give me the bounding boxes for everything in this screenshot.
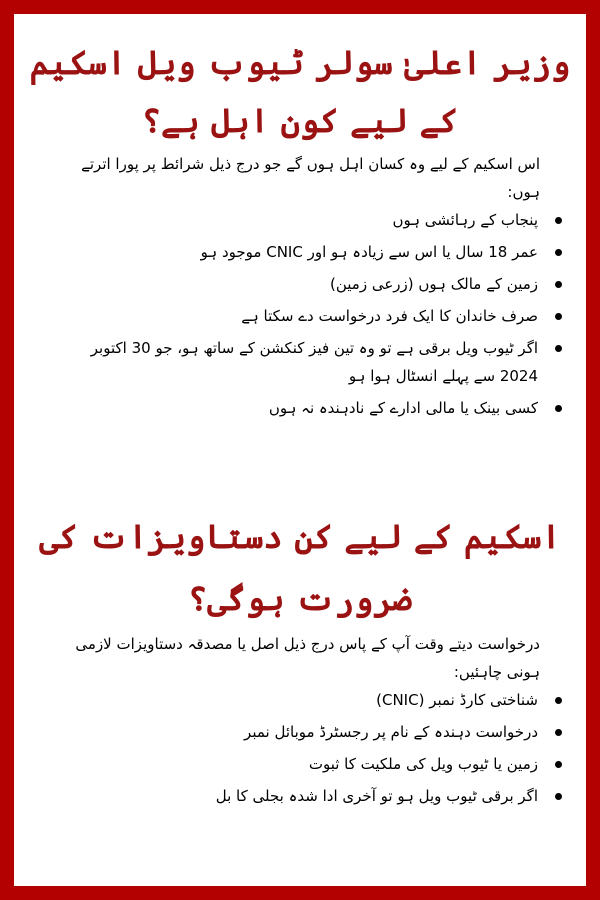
list-item [58,238,538,266]
bullet-icon [555,729,562,736]
documents-list [28,686,572,810]
eligibility-list [28,206,572,422]
list-item-text: زمین یا ٹیوب ویل کی ملکیت کا ثبوت [308,755,538,773]
list-item [58,270,538,298]
list-item-text: کسی بینک یا مالی ادارے کے نادہندہ نہ ہوں [268,399,538,417]
bullet-icon [555,405,562,412]
documents-intro: درخواست دیتے وقت آپ کے پاس درج ذیل اصل یا مصدقہ دستاویزات لازمی ہونی چاہئیں: [75,635,540,681]
documents-heading: اسکیم کے لیے کن دستاویزات کی ضرورت ہوگی؟ [39,517,561,618]
bullet-icon [555,697,562,704]
eligibility-intro: اس اسکیم کے لیے وہ کسان اہل ہوں گے جو درج ذیل شرائط پر پورا اترتے ہوں: [81,155,540,201]
list-item-text: شناختی کارڈ نمبر (CNIC) [376,691,538,709]
list-item-text: درخواست دہندہ کے نام پر رجسٹرڈ موبائل نمبر [244,723,538,741]
article-content [28,28,572,872]
list-item [58,334,538,390]
list-item-text: عمر 18 سال یا اس سے زیادہ ہو اور CNIC موجود ہو [200,243,538,261]
list-item [58,394,538,422]
list-item [58,782,538,810]
bullet-icon [555,217,562,224]
list-item-text: اگر ٹیوب ویل برقی ہے تو وہ تین فیز کنکشن کے ساتھ ہو، جو 30 اکتوبر 2024 سے پہلے انسٹال ہوا ہو [90,339,538,385]
list-item [58,686,538,714]
bullet-icon [555,761,562,768]
bullet-icon [555,281,562,288]
list-item [58,718,538,746]
documents-section [28,506,572,900]
eligibility-section [28,28,572,506]
list-item-text: زمین کے مالک ہوں (زرعی زمین) [329,275,538,293]
bullet-icon [555,249,562,256]
list-item-text: صرف خاندان کا ایک فرد درخواست دے سکتا ہے [241,307,538,325]
list-item [58,302,538,330]
bullet-icon [555,313,562,320]
list-item [58,750,538,778]
list-item-text: اگر برقی ٹیوب ویل ہو تو آخری ادا شدہ بجلی کا بل [215,787,538,805]
eligibility-heading: وزیر اعلیٰ سولر ٹیوب ویل اسکیم کے لیے کون اہل ہے؟ [29,43,571,140]
bullet-icon [555,793,562,800]
list-item-text: پنجاب کے رہائشی ہوں [392,211,538,229]
list-item [58,206,538,234]
bullet-icon [555,345,562,352]
